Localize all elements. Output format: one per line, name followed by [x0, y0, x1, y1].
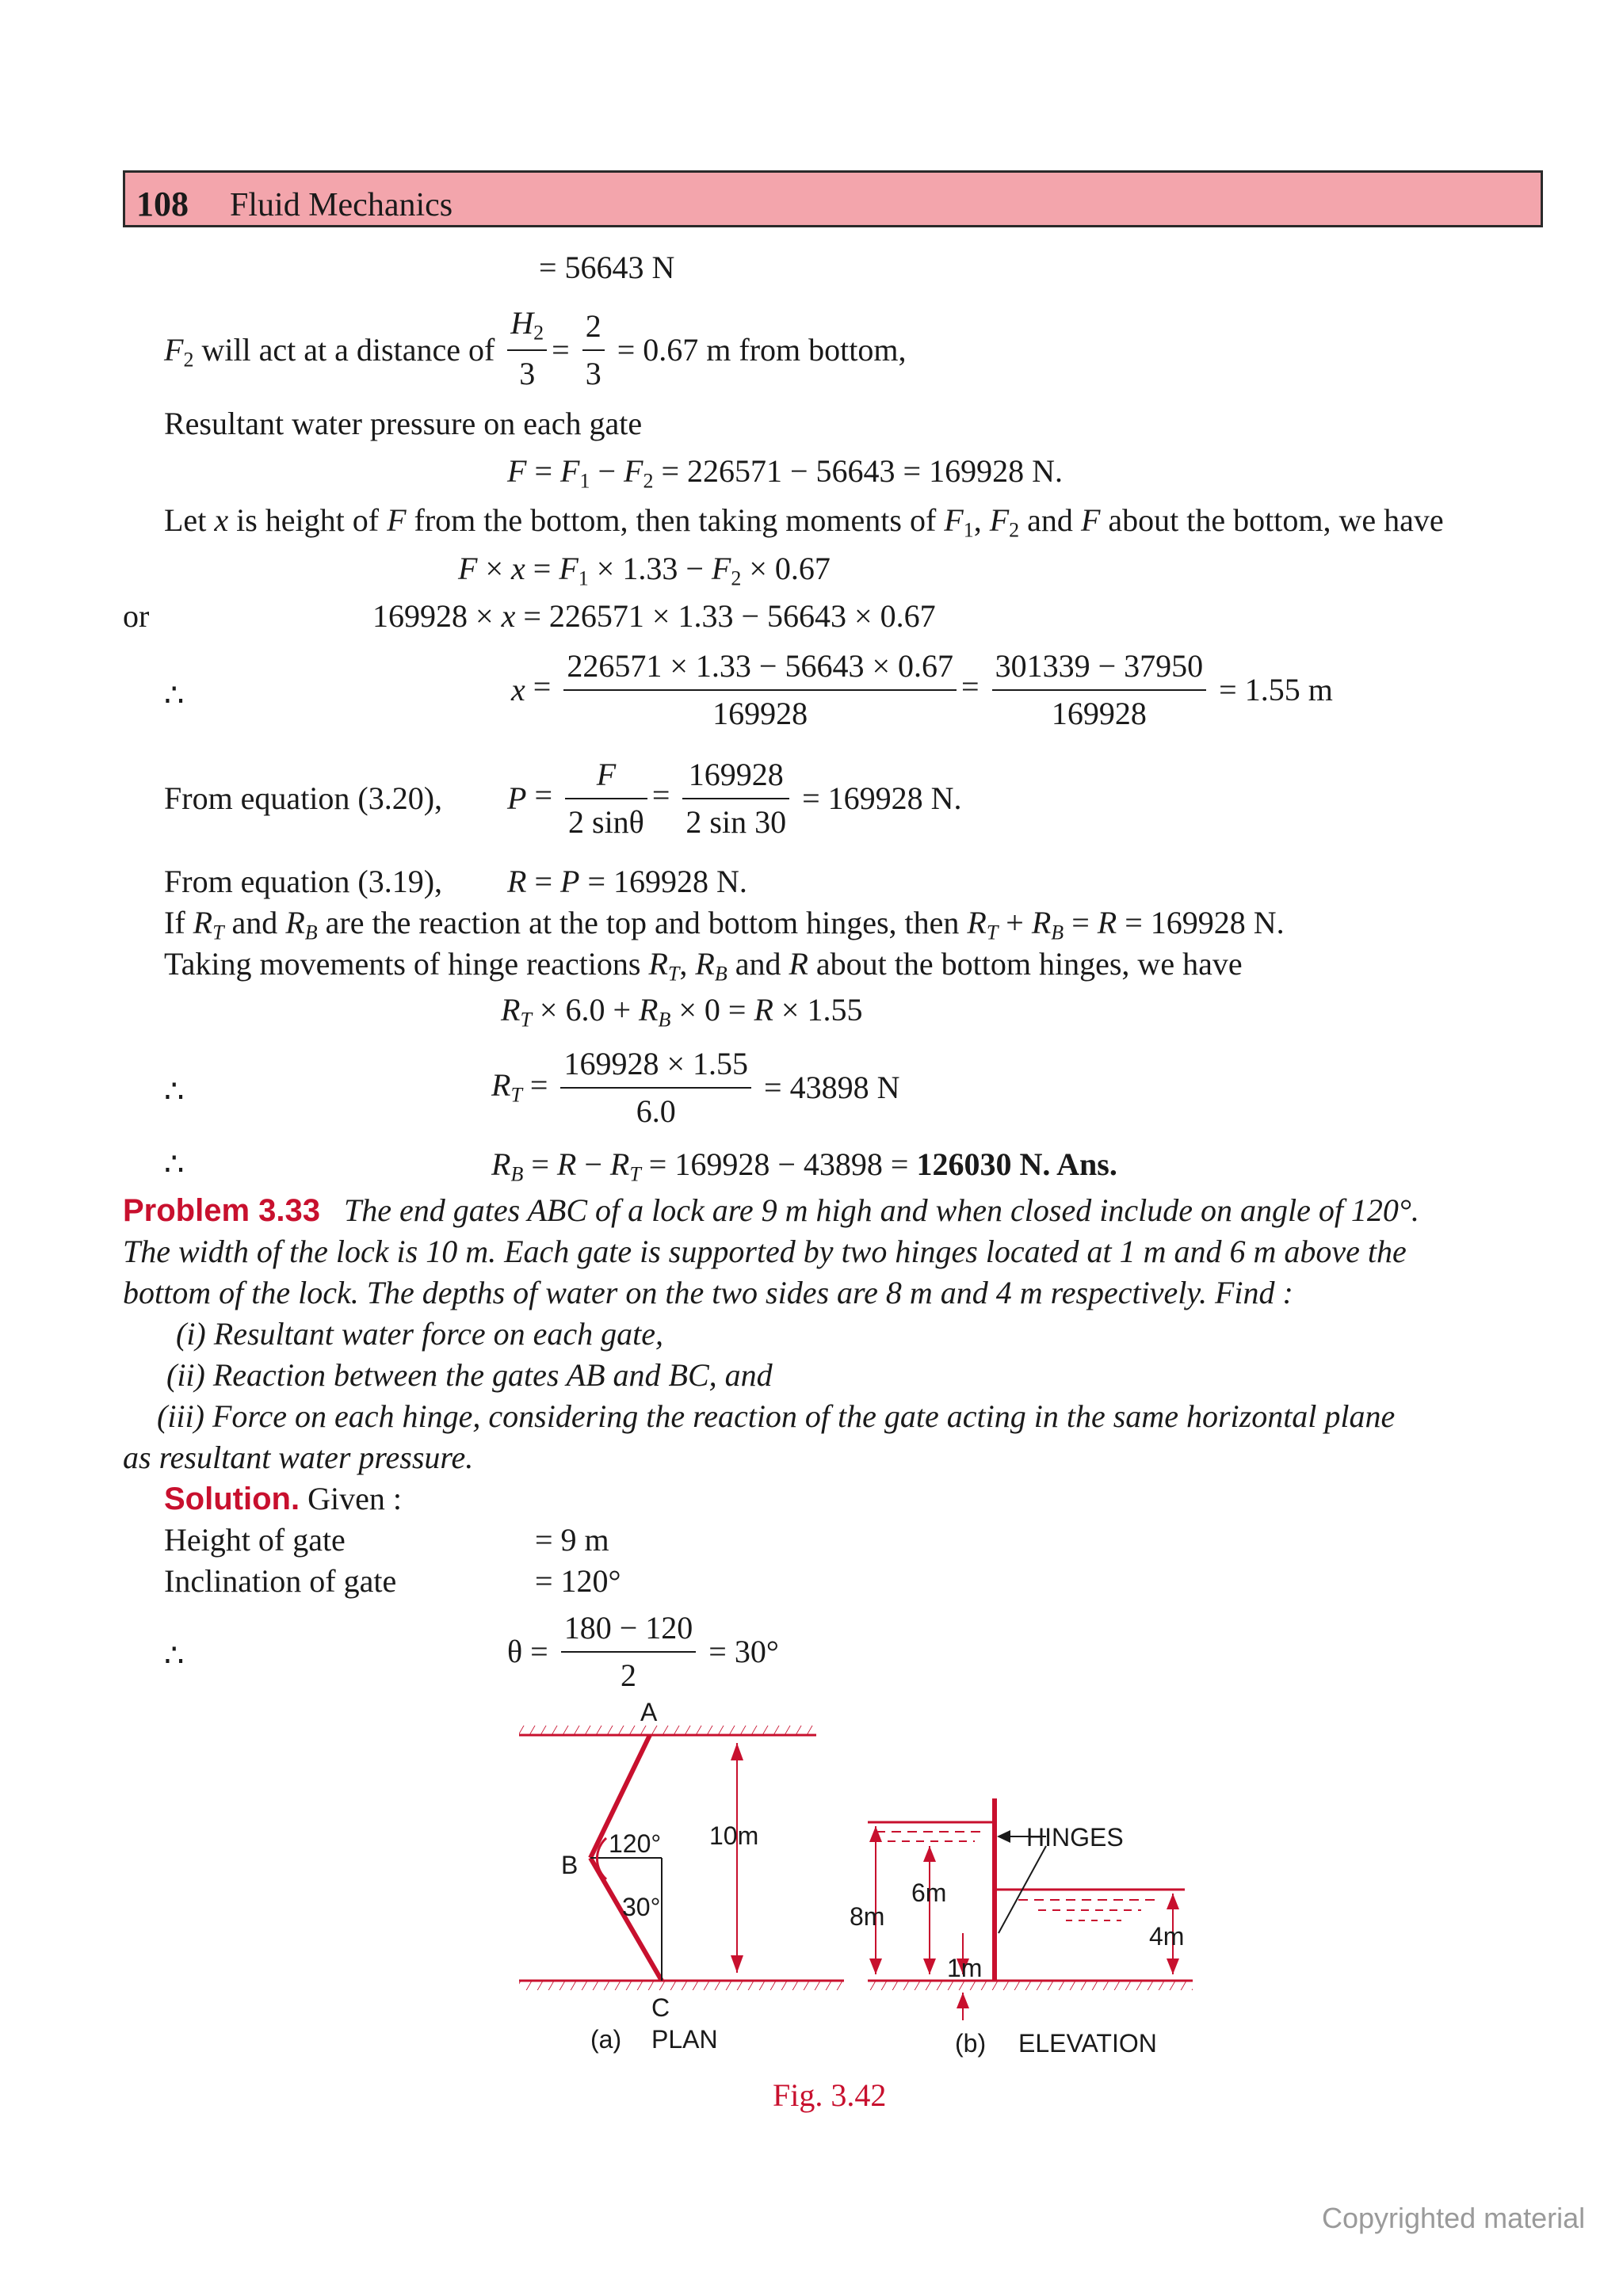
inclination-label: Inclination of gate	[164, 1563, 397, 1599]
eq-f2-value: = 56643 N	[539, 250, 675, 285]
label-width-10m: 10m	[709, 1821, 759, 1850]
eq-resultant-f: F = F1 − F2 = 226571 − 56643 = 169928 N.	[507, 453, 1063, 493]
therefore-3: ∴	[164, 1146, 185, 1182]
running-title: Fluid Mechanics	[230, 187, 453, 223]
label-c: C	[651, 1993, 670, 2022]
problem-item-i: (i) Resultant water force on each gate,	[176, 1316, 664, 1352]
elevation-label: ELEVATION	[1018, 2029, 1157, 2058]
f2-distance-line: F2 will act at a distance of $\frac{H2}{3}$ = $\frac{2}{3}$ = 0.67 m from bottom,	[164, 305, 907, 392]
eq-rb-value: $R_B = R - R_T = 169928 - 43898 = 126030$ N. Ans.	[491, 1146, 1117, 1186]
eq-p-value: P = $\frac{F}{2 \sin\theta}$ = $\frac{169928}{2 \sin 30}$ = 169928 N.	[507, 757, 962, 840]
plan-view	[519, 1698, 844, 2054]
problem-item-iii: (iii) Force on each hinge, considering the reaction of the gate acting in the same horizontal plane	[157, 1398, 1396, 1434]
problem-item-ii: (ii) Reaction between the gates AB and BC, and	[166, 1357, 773, 1393]
label-angle-30: 30°	[622, 1893, 661, 1921]
copyright-watermark: Copyrighted material	[1322, 2202, 1586, 2234]
label-angle-120: 120°	[609, 1829, 662, 1858]
hinge-reaction-intro: If $R_T$ and $R_B$ are the reaction at the top and bottom hinges, then $R_T + R_B = R = 169928$ N.	[164, 905, 1285, 944]
elevation-view	[850, 1798, 1193, 2058]
elevation-tag: (b)	[955, 2029, 987, 2058]
resultant-pressure-label: Resultant water pressure on each gate	[164, 406, 643, 441]
label-depth-4m: 4m	[1149, 1922, 1185, 1951]
label-hinges: HINGES	[1026, 1823, 1124, 1852]
solution-line: Solution. Given :	[164, 1481, 402, 1516]
problem-item-iii-cont: as resultant water pressure.	[123, 1440, 474, 1475]
or-label: or	[123, 598, 150, 634]
therefore-2: ∴	[164, 1074, 185, 1109]
plan-tag: (a)	[590, 2025, 622, 2054]
eq-3-20-label: From equation (3.20),	[164, 780, 443, 816]
label-depth-8m: 8m	[850, 1902, 885, 1931]
eq-rt-value: $R_T$ = $\frac{169928 \times 1.55}{6.0}$ = 43898 N	[491, 1046, 900, 1129]
hinge-moments-intro: Taking movements of hinge reactions $R_T$, $R_B$ and R about the bottom hinges, we have	[164, 946, 1243, 986]
eq-r-value: R = P = 169928 N.	[507, 864, 747, 899]
figure-caption: Fig. 3.42	[773, 2077, 887, 2113]
inclination-value: = 120°	[535, 1563, 621, 1599]
height-value: = 9 m	[535, 1522, 609, 1558]
problem-label: Problem 3.33	[123, 1193, 321, 1228]
label-b: B	[561, 1851, 579, 1879]
therefore-1: ∴	[164, 677, 185, 713]
therefore-4: ∴	[164, 1638, 185, 1673]
problem-line-3: bottom of the lock. The depths of water on the two sides are 8 m and 4 m respectively. Find :	[123, 1275, 1293, 1310]
label-depth-6m: 6m	[911, 1878, 947, 1907]
eq-x-value: x = $\frac{226571 \times 1.33 - 56643 \times 0.67}{169928}$ = $\frac{301339 - 37950}{169928}$ = 1.55 m	[511, 648, 1333, 731]
height-label: Height of gate	[164, 1522, 346, 1558]
solution-label: Solution.	[164, 1482, 300, 1516]
page-number: 108	[136, 185, 189, 223]
problem-line-1: Problem 3.33 The end gates ABC of a lock are 9 m high and when closed include on angle of 120°.	[123, 1192, 1419, 1228]
label-a: A	[640, 1698, 658, 1726]
eq-theta: θ = $\frac{180 - 120}{2}$ = 30°	[507, 1610, 779, 1693]
plan-label: PLAN	[651, 2025, 718, 2054]
eq-3-19-label: From equation (3.19),	[164, 864, 443, 899]
moments-intro: Let x is height of F from the bottom, then taking moments of F1, F2 and F about the bottom, we have	[164, 502, 1444, 542]
problem-line-2: The width of the lock is 10 m. Each gate is supported by two hinges located at 1 m and 6 m above the	[123, 1234, 1407, 1269]
label-depth-1m: 1m	[947, 1954, 983, 1982]
eq-hinge-moments: $R_T \times 6.0 + R_B \times 0 = R \times 1.55$	[501, 992, 863, 1032]
eq-moments: F × x = F1 × 1.33 − F2 × 0.67	[458, 551, 831, 590]
eq-moments-numeric: 169928 × x = 226571 × 1.33 − 56643 × 0.67	[372, 598, 936, 634]
